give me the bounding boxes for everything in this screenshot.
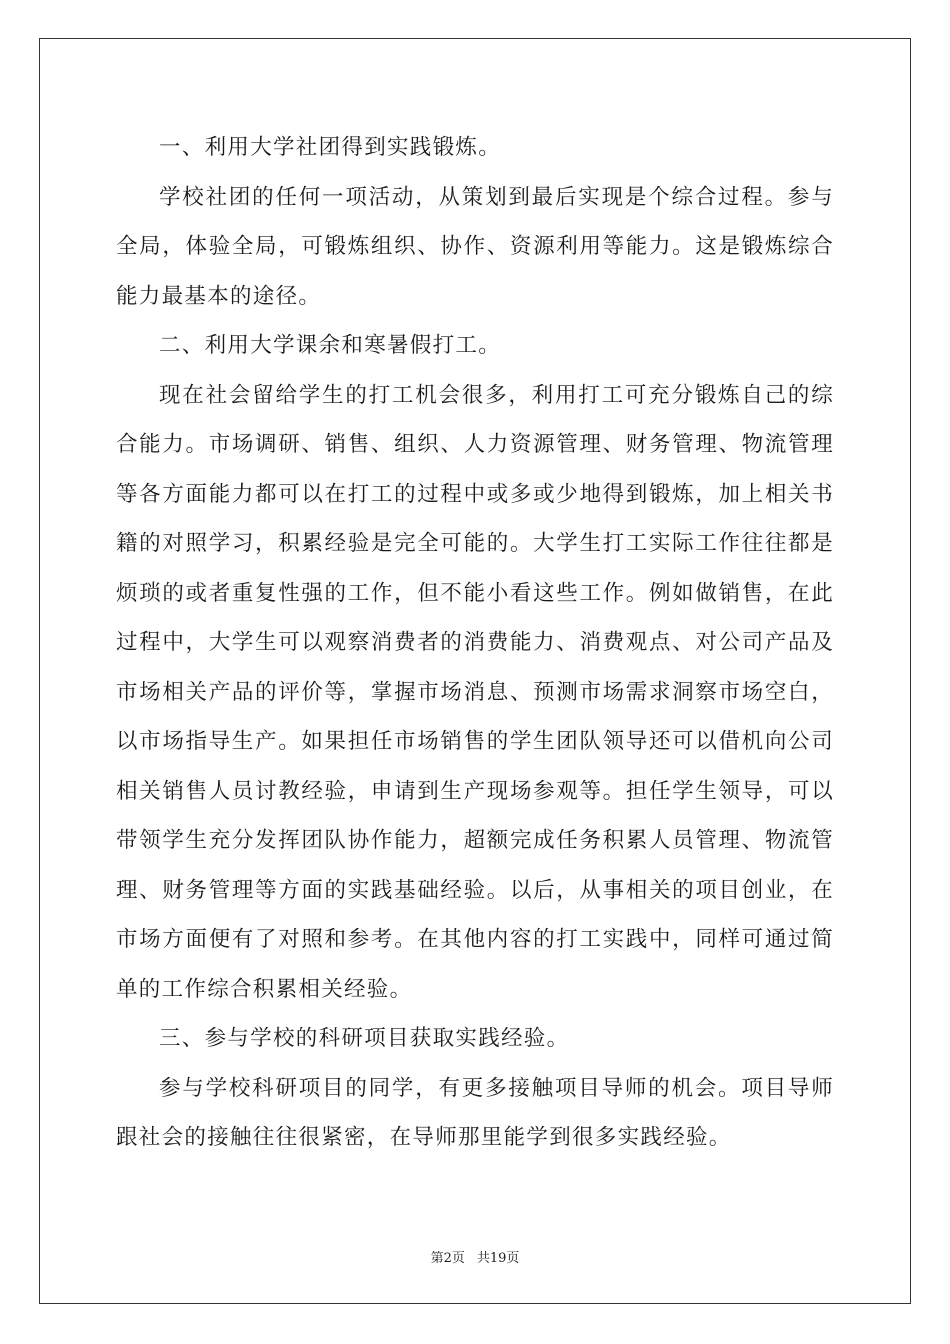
- paragraph-3: 参与学校科研项目的同学，有更多接触项目导师的机会。项目导师跟社会的接触往往很紧密，在导师那里能学到很多实践经验。: [116, 1075, 834, 1150]
- page-number: 第2页: [430, 1251, 465, 1266]
- page-total: 共19页: [476, 1251, 520, 1266]
- section-heading-3: 三、参与学校的科研项目获取实践经验。: [159, 1026, 570, 1051]
- section-heading-1: 一、利用大学社团得到实践锻炼。: [159, 135, 502, 160]
- document-body: [116, 123, 834, 1163]
- page-footer: [0, 1251, 950, 1267]
- section-heading-2: 二、利用大学课余和寒暑假打工。: [159, 333, 502, 358]
- paragraph-2: 现在社会留给学生的打工机会很多，利用打工可充分锻炼自己的综合能力。市场调研、销售、组织、人力资源管理、财务管理、物流管理等各方面能力都可以在打工的过程中或多或少地得到锻炼，加上相关书籍的对照学习，积累经验是完全可能的。大学生打工实际工作往往都是烦琐的或者重复性强的工作，但不能小看这些工作。例如做销售，在此过程中，大学生可以观察消费者的消费能力、消费观点、对公司产品及市场相关产品的评价等，掌握市场消息、预测市场需求洞察市场空白，以市场指导生产。如果担任市场销售的学生团队领导还可以借机向公司相关销售人员讨教经验，申请到生产现场参观等。担任学生领导，可以带领学生充分发挥团队协作能力，超额完成任务积累人员管理、物流管理、财务管理等方面的实践基础经验。以后，从事相关的项目创业，在市场方面便有了对照和参考。在其他内容的打工实践中，同样可通过简单的工作综合积累相关经验。: [116, 382, 834, 1002]
- paragraph-1: 学校社团的任何一项活动，从策划到最后实现是个综合过程。参与全局，体验全局，可锻炼组织、协作、资源利用等能力。这是锻炼综合能力最基本的途径。: [116, 184, 834, 309]
